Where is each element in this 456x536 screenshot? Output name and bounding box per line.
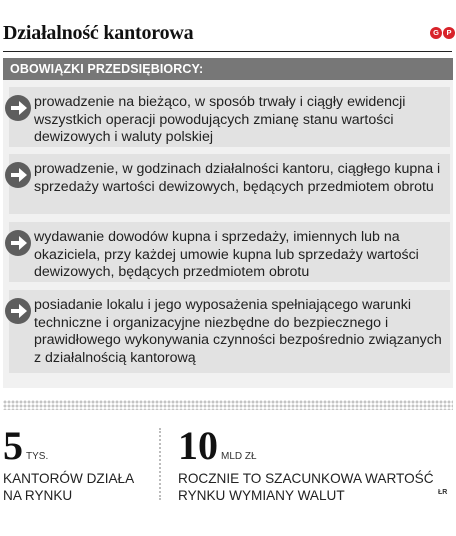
obligations-panel [3,58,453,388]
stat-market-value [178,423,434,504]
obligation-item-3 [9,222,450,282]
arrow-right-icon [4,94,32,122]
obligation-text: prowadzenie na bieżąco, w sposób trwały i ciągły ewidencji wszystkich operacji powodujących zmianę stanu wartości dewizowych i waluty polskiej [34,94,406,145]
obligation-text: wydawanie dowodów kupna i sprzedaży, imiennych lub na okaziciela, przy każdej umowie kupna lub sprzedaży wartości dewizowych, będących przedmiotem obrotu [34,229,419,280]
stat-description [3,470,134,504]
logo-letter-right: P [443,27,455,39]
publisher-logo [430,27,455,39]
arrow-right-icon [4,297,32,325]
stat-kantors [3,423,135,504]
stat-number: 5 [3,423,23,468]
stat-line: RYNKU WYMIANY WALUT [178,488,345,503]
dotted-divider [3,400,453,410]
author-credit: ŁR [438,489,448,496]
obligation-item-1 [9,87,450,147]
logo-letter-left: G [430,27,442,39]
arrow-right-icon [4,229,32,257]
title-divider [3,51,452,52]
obligation-item-4 [9,290,450,373]
stat-separator [159,428,161,500]
infographic-title: Działalność kantorowa [3,22,194,44]
stat-line: NA RYNKU [3,488,73,503]
obligation-text: posiadanie lokalu i jego wyposażenia spełniającego warunki techniczne i organizacyjne niezbędne do bezpiecznego i prawidłowego wykonywania czynności bezpośrednio związanych z działalnością kantorową [34,297,442,366]
obligations-header: OBOWIĄZKI PRZEDSIĘBIORCY: [3,58,453,80]
stat-number: 10 [178,423,218,468]
stat-unit: TYS. [26,451,49,462]
stat-line: KANTORÓW DZIAŁA [3,471,135,486]
stat-unit: MLD ZŁ [221,451,257,462]
stat-description [178,470,434,504]
obligation-item-2 [9,154,450,214]
obligation-text: prowadzenie, w godzinach działalności kantoru, ciągłego kupna i sprzedaży wartości dewizowych, będących przedmiotem obrotu [34,161,441,195]
arrow-right-icon [4,161,32,189]
stat-line: ROCZNIE TO SZACUNKOWA WARTOŚĆ [178,471,434,486]
